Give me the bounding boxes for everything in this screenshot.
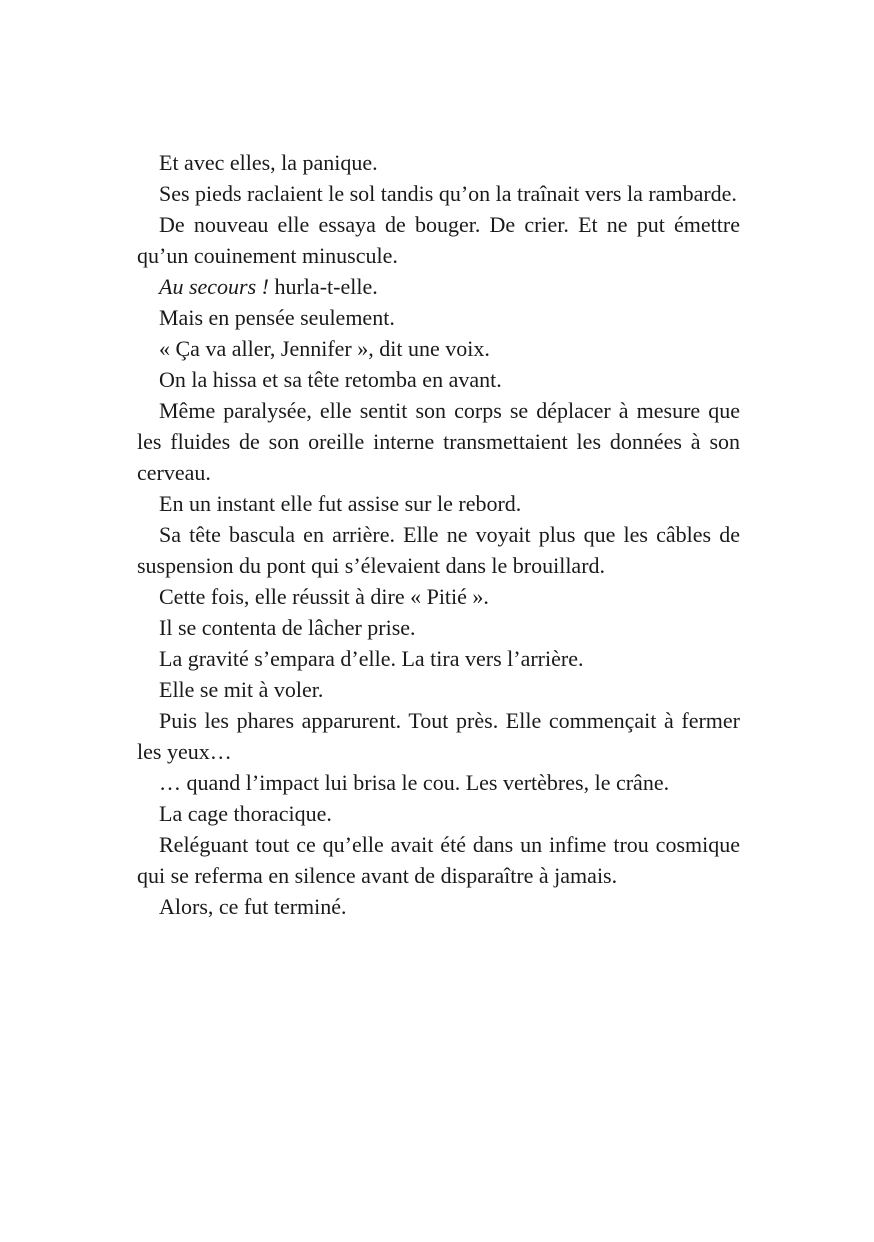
paragraph-18 xyxy=(137,829,740,891)
paragraph-text: On la hissa et sa tête retomba en avant. xyxy=(159,367,502,392)
paragraph-16 xyxy=(137,767,740,798)
paragraph-text: Même paralysée, elle sentit son corps se déplacer à mesure que les fluides de son oreille interne transmettaient les données à son cerveau. xyxy=(137,398,740,485)
paragraph-3 xyxy=(137,209,740,271)
paragraph-10 xyxy=(137,519,740,581)
paragraph-text: Elle se mit à voler. xyxy=(159,677,324,702)
paragraph-text: Ses pieds raclaient le sol tandis qu’on la traînait vers la rambarde. xyxy=(159,181,737,206)
paragraph-14 xyxy=(137,674,740,705)
paragraph-13 xyxy=(137,643,740,674)
paragraph-text: Reléguant tout ce qu’elle avait été dans un infime trou cosmique qui se referma en silence avant de disparaître à jamais. xyxy=(137,832,740,888)
paragraph-text: Il se contenta de lâcher prise. xyxy=(159,615,416,640)
paragraph-8 xyxy=(137,395,740,488)
book-page-text xyxy=(137,147,740,922)
paragraph-7 xyxy=(137,364,740,395)
paragraph-italic-text: Au secours ! xyxy=(159,274,269,299)
paragraph-text: Mais en pensée seulement. xyxy=(159,305,395,330)
paragraph-5 xyxy=(137,302,740,333)
paragraph-text: « Ça va aller, Jennifer », dit une voix. xyxy=(159,336,490,361)
paragraph-text: De nouveau elle essaya de bouger. De crier. Et ne put émettre qu’un couinement minuscule. xyxy=(137,212,740,268)
paragraph-text: … quand l’impact lui brisa le cou. Les vertèbres, le crâne. xyxy=(159,770,670,795)
paragraph-text: Et avec elles, la panique. xyxy=(159,150,378,175)
paragraph-text: hurla-t-elle. xyxy=(268,274,378,299)
paragraph-text: La gravité s’empara d’elle. La tira vers l’arrière. xyxy=(159,646,584,671)
paragraph-text: En un instant elle fut assise sur le rebord. xyxy=(159,491,522,516)
paragraph-19 xyxy=(137,891,740,922)
paragraph-11 xyxy=(137,581,740,612)
paragraph-6 xyxy=(137,333,740,364)
paragraph-text: Puis les phares apparurent. Tout près. Elle commençait à fermer les yeux… xyxy=(137,708,740,764)
paragraph-1 xyxy=(137,147,740,178)
paragraph-9 xyxy=(137,488,740,519)
paragraph-17 xyxy=(137,798,740,829)
paragraph-2 xyxy=(137,178,740,209)
paragraph-4 xyxy=(137,271,740,302)
paragraph-15 xyxy=(137,705,740,767)
paragraph-12 xyxy=(137,612,740,643)
paragraph-text: La cage thoracique. xyxy=(159,801,332,826)
paragraph-text: Alors, ce fut terminé. xyxy=(159,894,347,919)
paragraph-text: Cette fois, elle réussit à dire « Pitié ». xyxy=(159,584,489,609)
paragraph-text: Sa tête bascula en arrière. Elle ne voyait plus que les câbles de suspension du pont qui s’élevaient dans le brouillard. xyxy=(137,522,740,578)
